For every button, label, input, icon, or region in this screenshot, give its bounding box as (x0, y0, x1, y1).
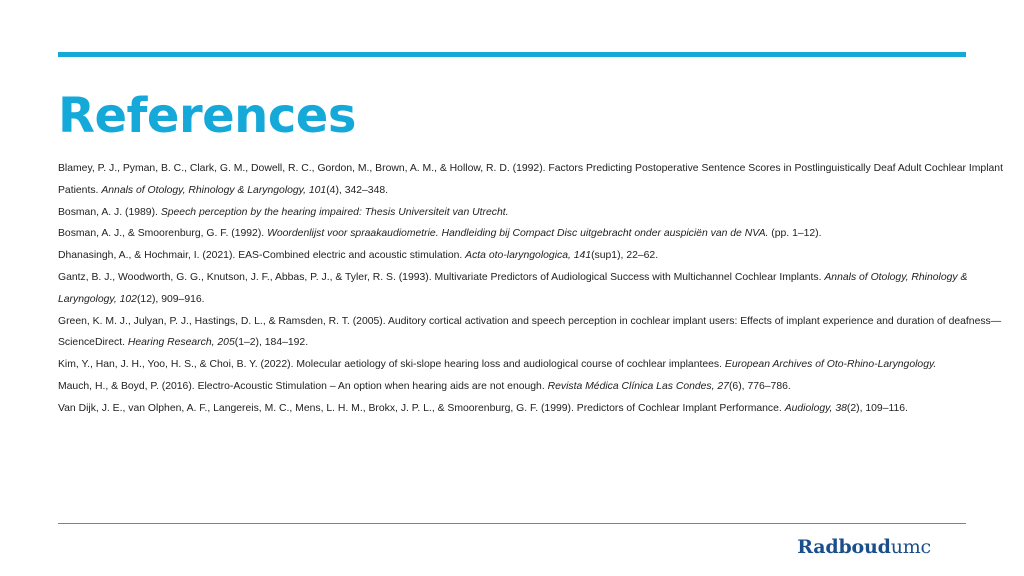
reference-source-italic: European Archives of Oto-Rhino-Laryngology. (724, 359, 937, 371)
reference-source-italic: Annals of Otology, Rhinology & Laryngology, 102 (58, 271, 968, 305)
reference-source-italic: Revista Médica Clínica Las Condes, 27 (547, 380, 729, 392)
reference-text: (sup1), 22–62. (591, 250, 659, 262)
reference-source-italic: Acta oto-laryngologica, 141 (465, 250, 592, 262)
reference-text: (pp. 1–12). (768, 228, 822, 240)
reference-text: (12), 909–916. (136, 293, 205, 305)
reference-item (58, 158, 1008, 202)
reference-text: Mauch, H., & Boyd, P. (2016). Electro-Acoustic Stimulation – An option when hearing aids are not enough. (58, 380, 548, 392)
reference-text: Green, K. M. J., Julyan, P. J., Hastings, D. L., & Ramsden, R. T. (2005). Auditory cortical activation and speech perception in cochlear implant users: Effects of implant experience and duration of deafness—ScienceDirect. (58, 315, 1002, 349)
radboudumc-logo (797, 534, 931, 560)
reference-text: (1–2), 184–192. (234, 337, 309, 349)
reference-list (58, 158, 1008, 420)
reference-source-italic: Woordenlijst voor spraakaudiometrie. Handleiding bij Compact Disc uitgebracht onder auspiciën van de NVA. (267, 228, 769, 240)
reference-item (58, 202, 1008, 224)
reference-item (58, 354, 1008, 376)
reference-text: Kim, Y., Han, J. H., Yoo, H. S., & Choi, B. Y. (2022). Molecular aetiology of ski-slope hearing loss and audiological course of cochlear implantees. (58, 359, 725, 371)
reference-item (58, 223, 1008, 245)
reference-source-italic: Annals of Otology, Rhinology & Laryngology, 101 (101, 184, 327, 196)
reference-text: Van Dijk, J. E., van Olphen, A. F., Langereis, M. C., Mens, L. H. M., Brokx, J. P. L., & Smoorenburg, G. F. (1999). Predictors of Cochlear Implant Performance. (58, 402, 785, 414)
reference-item (58, 245, 1008, 267)
reference-text: Bosman, A. J. (1989). (58, 206, 161, 218)
reference-item (58, 311, 1008, 355)
reference-source-italic: Audiology, 38 (784, 402, 847, 414)
slide-title: References (58, 88, 356, 144)
logo-text-radboud: Radboud (797, 536, 891, 558)
reference-text: Blamey, P. J., Pyman, B. C., Clark, G. M., Dowell, R. C., Gordon, M., Brown, A. M., & Hollow, R. D. (1992). Factors Predicting Postoperative Sentence Scores in Postlinguistically Deaf Adult Cochlear Implant Patients. (58, 163, 1003, 196)
reference-item (58, 398, 1008, 420)
reference-text: Dhanasingh, A., & Hochmair, I. (2021). EAS-Combined electric and acoustic stimulation. (58, 250, 466, 262)
reference-source-italic: Hearing Research, 205 (127, 337, 235, 349)
reference-item (58, 267, 1008, 311)
reference-source-italic: Speech perception by the hearing impaired: Thesis Universiteit van Utrecht. (160, 206, 509, 218)
title-accent-rule (58, 52, 966, 57)
reference-text: Gantz, B. J., Woodworth, G. G., Knutson, J. F., Abbas, P. J., & Tyler, R. S. (1993). Multivariate Predictors of Audiological Success with Multichannel Cochlear Implants. (58, 271, 825, 283)
footer-divider (58, 523, 966, 524)
reference-text: Bosman, A. J., & Smoorenburg, G. F. (1992). (58, 228, 268, 240)
reference-text: (2), 109–116. (846, 402, 908, 414)
reference-item (58, 376, 1008, 398)
reference-text: (4), 342–348. (326, 184, 389, 196)
logo-text-umc: umc (890, 536, 931, 558)
reference-text: (6), 776–786. (728, 380, 791, 392)
